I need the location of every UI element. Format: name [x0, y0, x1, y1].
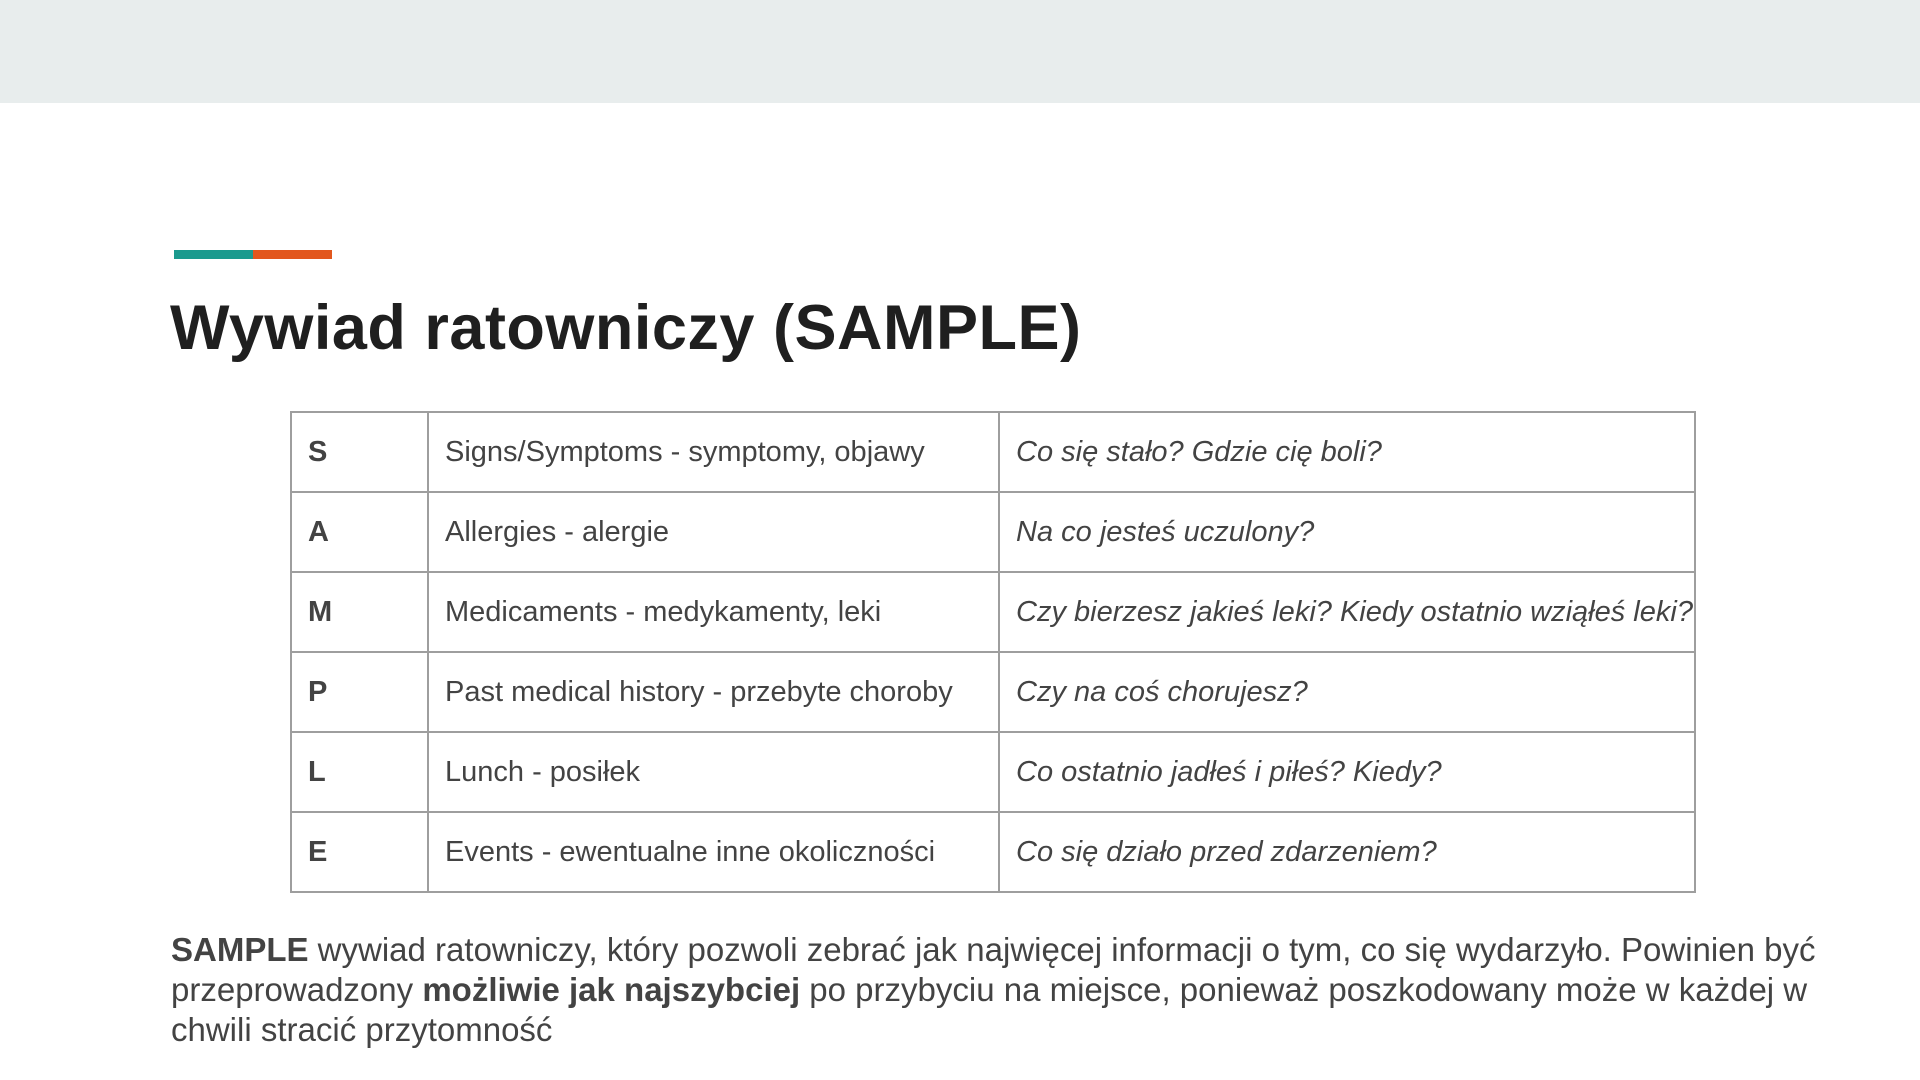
row-question: Co się działo przed zdarzeniem?	[999, 812, 1695, 892]
row-letter: S	[291, 412, 428, 492]
table-row	[291, 652, 1695, 732]
row-letter: A	[291, 492, 428, 572]
row-question: Czy bierzesz jakieś leki? Kiedy ostatnio wziąłeś leki?	[999, 572, 1695, 652]
description-paragraph	[171, 930, 1871, 1050]
row-question: Co ostatnio jadłeś i piłeś? Kiedy?	[999, 732, 1695, 812]
description-bold-sample: SAMPLE	[171, 931, 309, 968]
description-bold-emphasis: możliwie jak najszybciej	[422, 971, 801, 1008]
row-letter: M	[291, 572, 428, 652]
table-row	[291, 732, 1695, 812]
row-letter: P	[291, 652, 428, 732]
header-band	[0, 0, 1920, 103]
row-meaning: Medicaments - medykamenty, leki	[428, 572, 999, 652]
row-letter: L	[291, 732, 428, 812]
accent-orange-segment	[253, 250, 332, 259]
slide-title: Wywiad ratowniczy (SAMPLE)	[170, 293, 1082, 363]
row-meaning: Signs/Symptoms - symptomy, objawy	[428, 412, 999, 492]
row-question: Czy na coś chorujesz?	[999, 652, 1695, 732]
row-letter: E	[291, 812, 428, 892]
title-accent-bar	[174, 250, 332, 259]
row-question: Co się stało? Gdzie cię boli?	[999, 412, 1695, 492]
table-row	[291, 412, 1695, 492]
row-question: Na co jesteś uczulony?	[999, 492, 1695, 572]
description-text: wywiad ratowniczy, który pozwoli zebrać jak najwięcej informacji o tym, co się wydarzyło. Powinien być przeprowadzony	[171, 931, 1816, 1008]
row-meaning: Events - ewentualne inne okoliczności	[428, 812, 999, 892]
table-row	[291, 492, 1695, 572]
row-meaning: Lunch - posiłek	[428, 732, 999, 812]
accent-teal-segment	[174, 250, 253, 259]
row-meaning: Past medical history - przebyte choroby	[428, 652, 999, 732]
description-text: po przybyciu na miejsce, ponieważ poszkodowany może w każdej w chwili stracić przytomność	[171, 971, 1808, 1048]
table-row	[291, 572, 1695, 652]
row-meaning: Allergies - alergie	[428, 492, 999, 572]
sample-table	[290, 411, 1696, 893]
table-row	[291, 812, 1695, 892]
